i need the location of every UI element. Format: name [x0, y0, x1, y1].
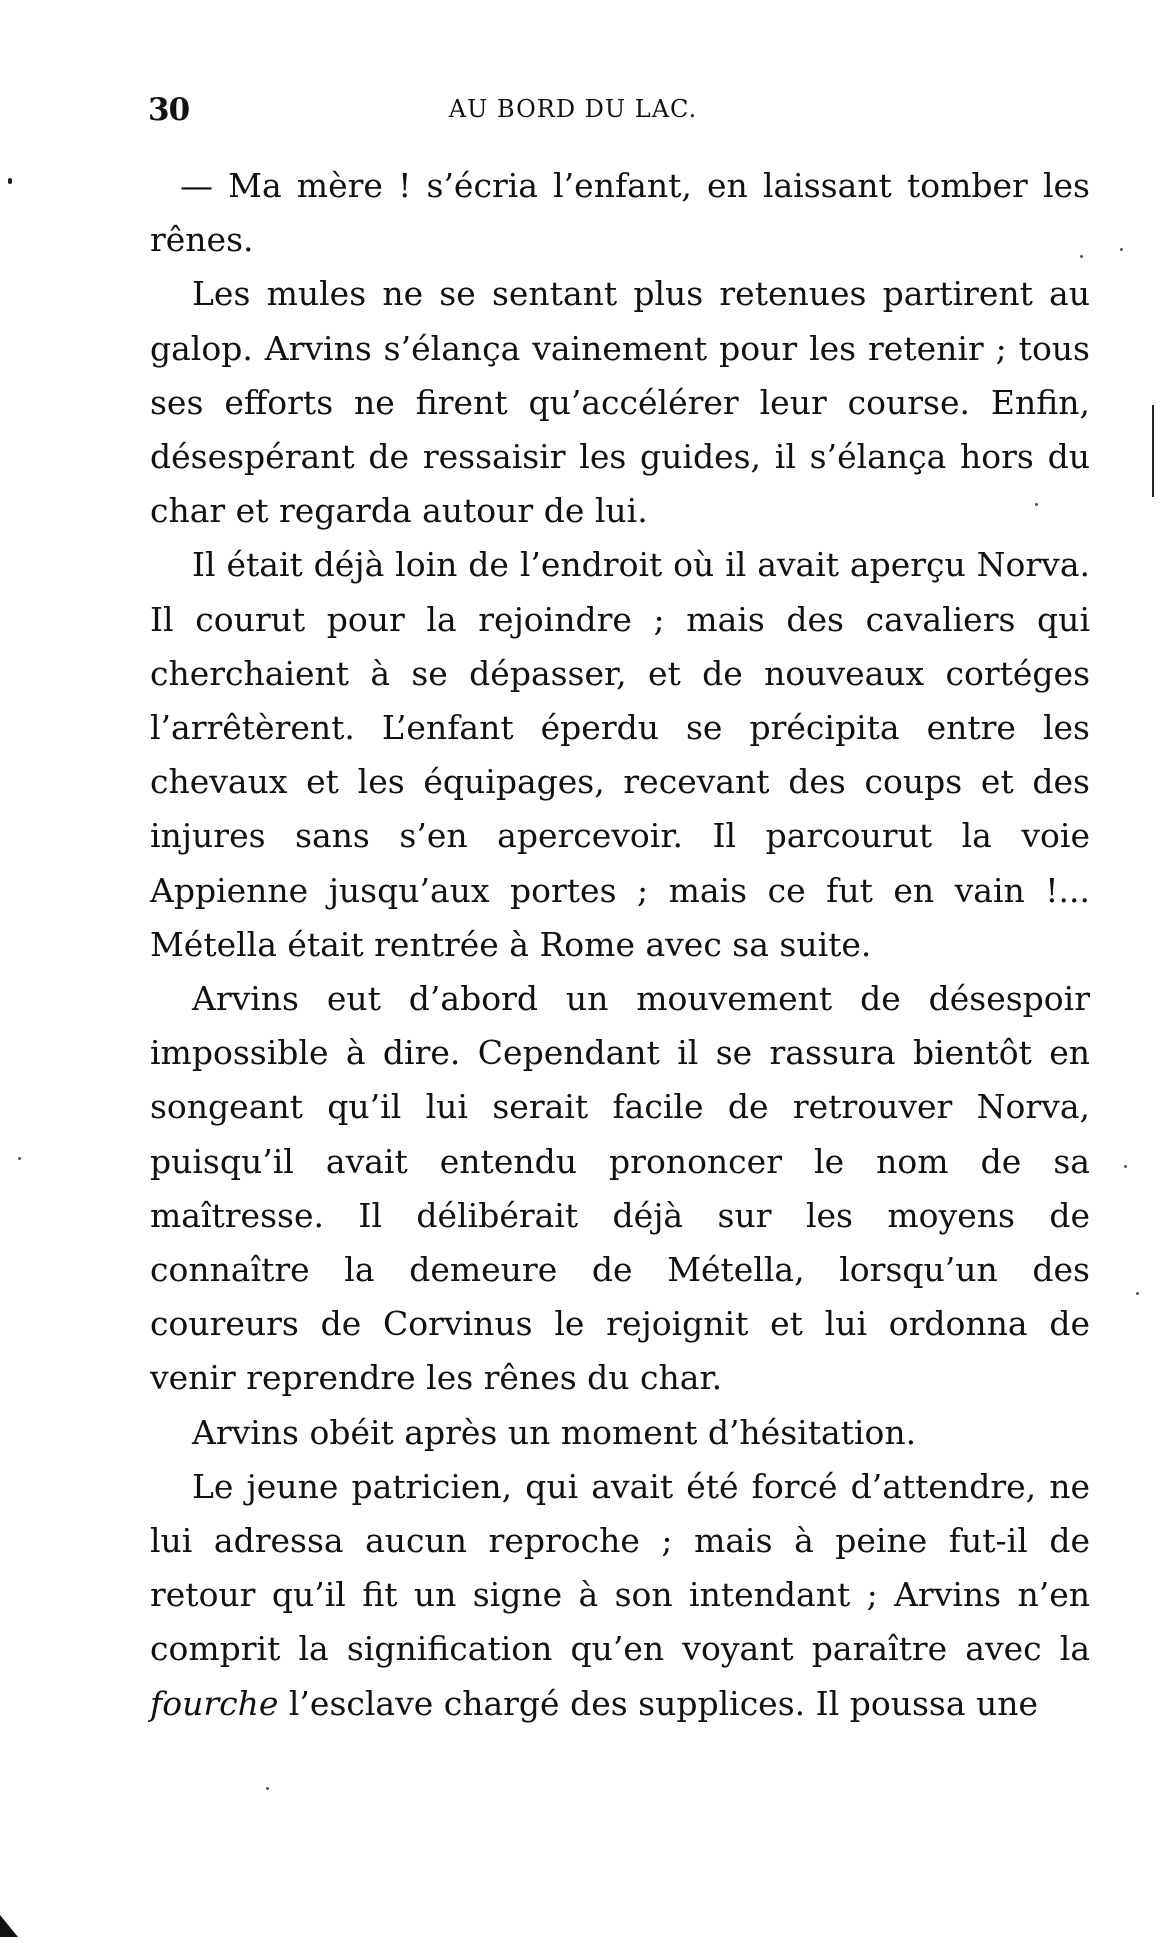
paragraph-5: Arvins obéit après un moment d’hésitation.: [192, 1412, 917, 1452]
margin-dot-mark: [8, 178, 12, 184]
paragraph-4: Arvins eut d’abord un mouvement de désespoir impossible à dire. Cependant il se rassura bientôt en songeant qu’il lui serait facile de retrouver Norva, puisqu’il avait entendu prononcer le nom de sa maîtresse. Il délibérait déjà sur les moyens de connaître la demeure de Métella, lorsqu’un des coureurs de Corvinus le rejoignit et lui ordonna de venir reprendre les rênes du char.: [150, 979, 1090, 1398]
corner-ink-mark: [0, 1915, 18, 1937]
paragraph-6-text-end: l’esclave chargé des supplices. Il poussa une: [278, 1683, 1039, 1723]
paragraph-6-text-start: Le jeune patricien, qui avait été forcé d’attendre, ne lui adressa aucun reproche ; mais à peine fut-il de retour qu’il fit un signe à son intendant ; Arvins n’en comprit la signification qu’en voyant paraître avec la: [150, 1466, 1090, 1669]
page-number: 30: [148, 92, 190, 128]
ink-speck: [18, 1157, 21, 1160]
margin-rule-mark: [1152, 405, 1154, 497]
paragraph-3: Il était déjà loin de l’endroit où il avait aperçu Norva. Il courut pour la rejoindre ; mais des cavaliers qui cherchaient à se dépasser, et de nouveaux cortéges l’arrêtèrent. L’enfant éperdu se précipita entre les chevaux et les équipages, recevant des coups et des injures sans s’en apercevoir. Il parcourut la voie Appienne jusqu’aux portes ; mais ce fut en vain !... Métella était rentrée à Rome avec sa suite.: [150, 545, 1090, 964]
body-text: [150, 159, 1090, 1731]
ink-speck: [1080, 255, 1083, 258]
ink-speck: [1035, 503, 1038, 506]
ink-speck: [1120, 248, 1123, 251]
ink-speck: [1136, 1292, 1139, 1295]
paragraph-1: — Ma mère ! s’écria l’enfant, en laissant tomber les rênes.: [150, 166, 1090, 260]
ink-speck: [266, 1787, 269, 1790]
page-header: [148, 92, 1088, 134]
ink-speck: [1124, 1165, 1127, 1168]
paragraph-2: Les mules ne se sentant plus retenues partirent au galop. Arvins s’élança vainement pour les retenir ; tous ses efforts ne firent qu’accélérer leur course. Enfin, désespérant de ressaisir les guides, il s’élança hors du char et regarda autour de lui.: [150, 274, 1090, 531]
paragraph-6: [150, 1460, 1090, 1731]
italic-word: fourche: [150, 1683, 279, 1723]
running-title: AU BORD DU LAC.: [448, 95, 698, 123]
